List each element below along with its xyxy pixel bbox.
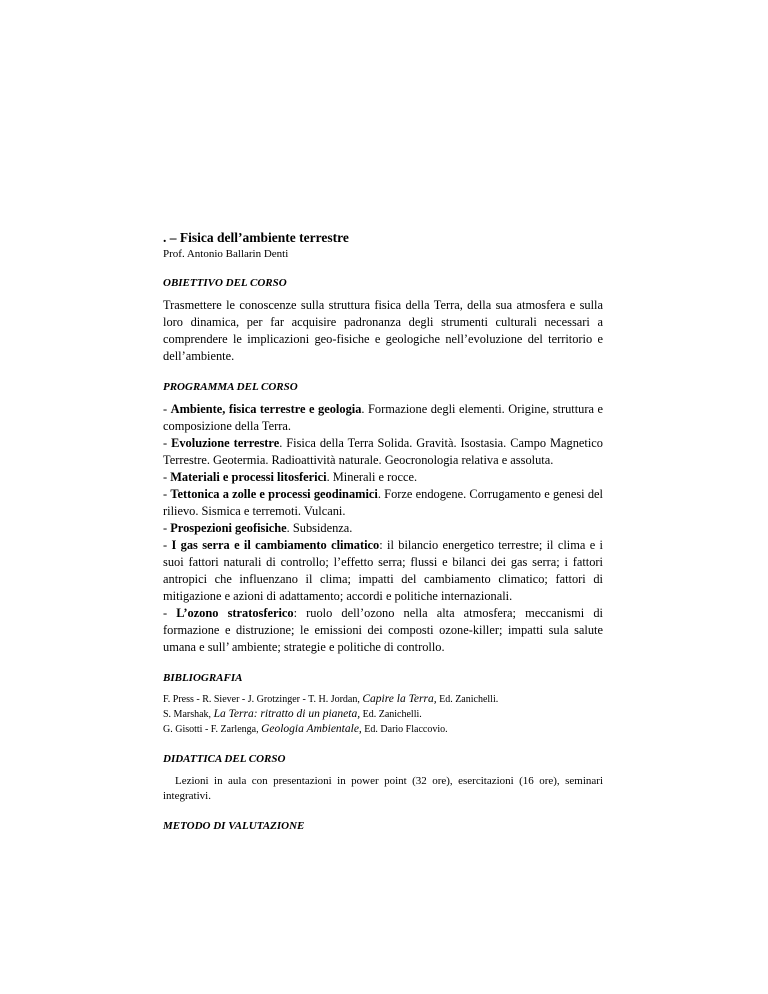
programma-item-detail: . Formazione degli elementi. Origine, struttura e composizione della Terra.: [163, 402, 603, 433]
programma-item: - L’ozono stratosferico: ruolo dell’ozono nella alta atmosfera; meccanismi di formazione e distruzione; le emissioni dei composti ozone-killer; impatti sula salute umana e sull’ ambiente; strategie e politiche di controllo.: [163, 606, 603, 654]
programma-item-topic: Materiali e processi litosferici: [170, 470, 327, 484]
programma-item-topic: Evoluzione terrestre: [171, 436, 280, 450]
bibliography-title: La Terra: ritratto di un pianeta,: [213, 708, 361, 720]
obiettivo-text: Trasmettere le conoscenze sulla struttura fisica della Terra, della sua atmosfera e sulla loro dinamica, per far acquisire padronanza degli strumenti culturali necessari a comprendere le implicazioni geo-fisiche e geologiche nell’evoluzione del territorio e dell’ambiente.: [163, 298, 603, 363]
bibliography-publisher: Ed. Zanichelli.: [439, 694, 499, 705]
programma-item-detail: . Minerali e rocce.: [326, 470, 418, 484]
bibliography-authors: S. Marshak,: [163, 709, 212, 720]
programma-item: - Evoluzione terrestre. Fisica della Terra Solida. Gravità. Isostasia. Campo Magnetico Terrestre. Geotermia. Radioattività naturale. Geocronologia relativa e assoluta.: [163, 436, 603, 467]
programma-item: - Ambiente, fisica terrestre e geologia. Formazione degli elementi. Origine, struttura e composizione della Terra.: [163, 402, 603, 433]
didattica-heading: DIDATTICA DEL CORSO: [163, 753, 286, 765]
document-page: [163, 230, 603, 833]
programma-item-detail: . Fisica della Terra Solida. Gravità. Isostasia. Campo Magnetico Terrestre. Geotermia. Radioattività naturale. Geocronologia relativa e assoluta.: [163, 436, 603, 467]
course-title: . – Fisica dell’ambiente terrestre: [163, 230, 349, 245]
obiettivo-heading: OBIETTIVO DEL CORSO: [163, 277, 287, 289]
programma-item-detail: . Subsidenza.: [286, 521, 353, 535]
bibliografia-heading: BIBLIOGRAFIA: [163, 672, 243, 684]
programma-item-topic: L’ozono stratosferico: [176, 606, 294, 620]
professor-name: Antonio Ballarin Denti: [186, 248, 289, 260]
programma-item: - Materiali e processi litosferici. Minerali e rocce.: [163, 470, 418, 484]
bibliography-entry: [163, 722, 603, 737]
bibliography-entry: [163, 692, 603, 707]
programma-item-topic: Ambiente, fisica terrestre e geologia: [170, 402, 362, 416]
professor-line: [163, 247, 603, 261]
programma-item-detail: : il bilancio energetico terrestre; il clima e i suoi fattori naturali di controllo; l’effetto serra; flussi e bilanci dei gas serra; i fattori antropici che influenzano il clima; impatti del cambiamento climatico; fattori di mitigazione e azioni di adattamento; accordi e politiche internazionali.: [163, 538, 604, 603]
bibliography-publisher: Ed. Dario Flaccovio.: [364, 724, 448, 735]
programma-item: - Prospezioni geofisiche. Subsidenza.: [163, 521, 353, 535]
professor-prefix: Prof.: [163, 248, 185, 260]
didattica-text: Lezioni in aula con presentazioni in power point (32 ore), esercitazioni (16 ore), seminari integrativi.: [163, 775, 603, 802]
bibliography-title: Geologia Ambientale,: [261, 723, 362, 735]
programma-item: - Tettonica a zolle e processi geodinamici. Forze endogene. Corrugamento e genesi del rilievo. Sismica e terremoti. Vulcani.: [163, 487, 603, 518]
programma-item-topic: Prospezioni geofisiche: [170, 521, 287, 535]
programma-item-detail: . Forze endogene. Corrugamento e genesi del rilievo. Sismica e terremoti. Vulcani.: [163, 487, 603, 518]
programma-list: [163, 401, 603, 656]
programma-item: - I gas serra e il cambiamento climatico: il bilancio energetico terrestre; il clima e i suoi fattori naturali di controllo; l’effetto serra; flussi e bilanci dei gas serra; i fattori antropici che influenzano il clima; impatti del cambiamento climatico; fattori di mitigazione e azioni di adattamento; accordi e politiche internazionali.: [163, 538, 604, 603]
programma-item-detail: : ruolo dell’ozono nella alta atmosfera; meccanismi di formazione e distruzione; le emissioni dei composti ozone-killer; impatti sula salute umana e sull’ ambiente; strategie e politiche di controllo.: [163, 606, 603, 654]
bibliography-authors: G. Gisotti - F. Zarlenga,: [163, 724, 259, 735]
programma-heading: PROGRAMMA DEL CORSO: [163, 381, 298, 393]
bibliography-authors: F. Press - R. Siever - J. Grotzinger - T. H. Jordan,: [163, 694, 360, 705]
bibliography-title: Capire la Terra,: [362, 693, 437, 705]
bibliography-entry: [163, 707, 603, 722]
valutazione-heading: METODO DI VALUTAZIONE: [163, 820, 305, 832]
programma-item-topic: I gas serra e il cambiamento climatico: [171, 538, 380, 552]
programma-item-topic: Tettonica a zolle e processi geodinamici: [170, 487, 378, 501]
bibliography-publisher: Ed. Zanichelli.: [362, 709, 422, 720]
